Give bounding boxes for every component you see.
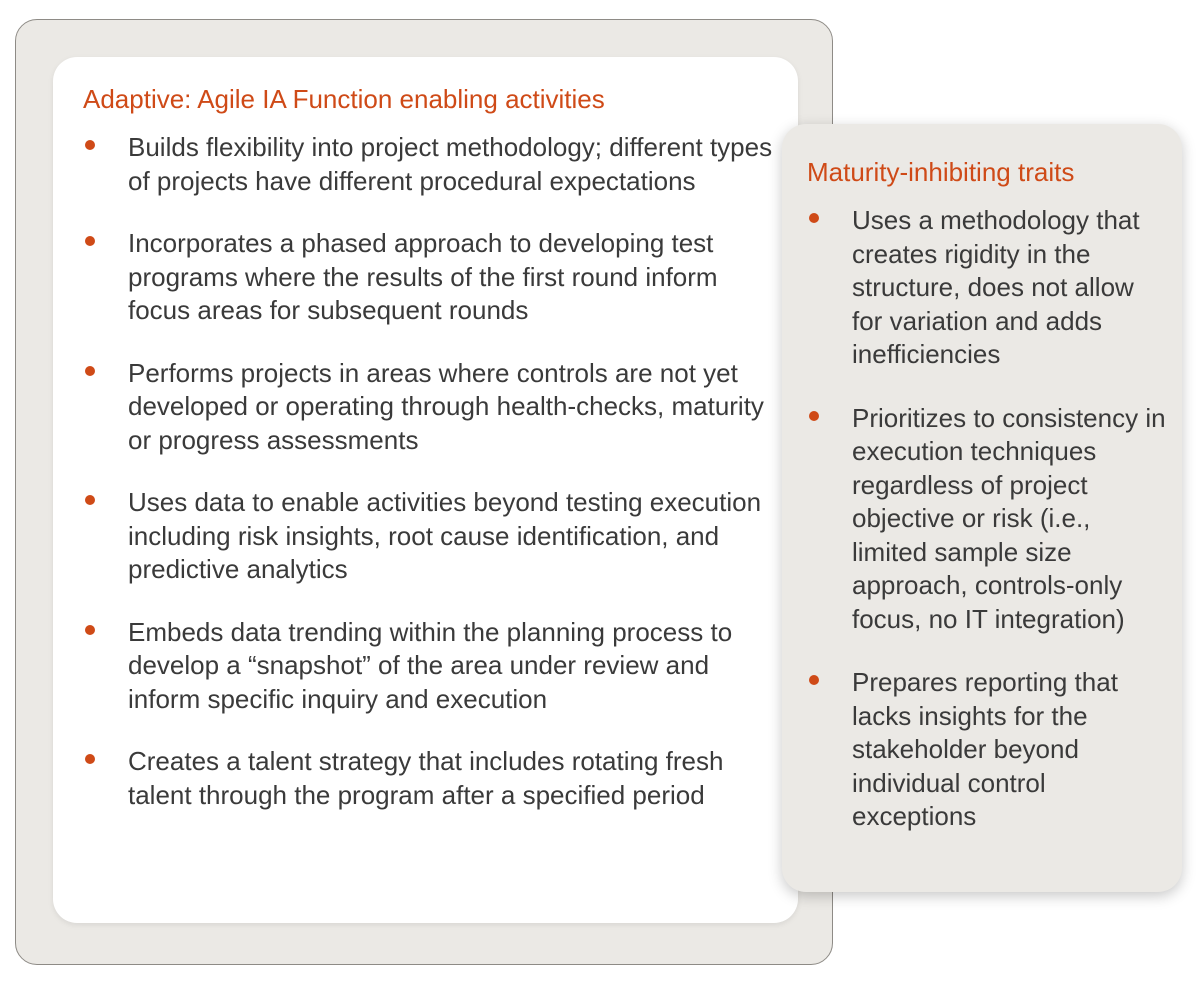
- list-item-text: Incorporates a phased approach to developing test programs where the results of the first round inform focus areas for subsequent rounds: [128, 228, 718, 325]
- list-item-text: Uses data to enable activities beyond testing execution including risk insights, root cause identification, and predictive analytics: [128, 487, 762, 584]
- bullet-dot-icon: [85, 495, 95, 505]
- bullet-dot-icon: [809, 675, 819, 685]
- list-item-text: Performs projects in areas where controls are not yet developed or operating through health-checks, maturity or progress assessments: [128, 357, 764, 455]
- list-item: [83, 357, 773, 458]
- list-item: [83, 131, 773, 198]
- maturity-inhibiting-title: Maturity-inhibiting traits: [807, 157, 1075, 187]
- list-item: [83, 616, 773, 717]
- list-item-text: Creates a talent strategy that includes rotating fresh talent through the program after a specified period: [128, 746, 724, 810]
- list-item: [807, 666, 1167, 834]
- bullet-dot-icon: [85, 236, 95, 246]
- list-item: [83, 745, 773, 812]
- maturity-inhibiting-list: [807, 204, 1167, 864]
- list-item-text: Uses a methodology that creates rigidity in the structure, does not allow for variation and adds inefficiencies: [852, 205, 1140, 369]
- list-item: [83, 486, 773, 587]
- enabling-activities-title: Adaptive: Agile IA Function enabling activities: [83, 84, 605, 114]
- list-item-text: Embeds data trending within the planning process to develop a “snapshot” of the area under review and inform specific inquiry and execution: [128, 616, 733, 714]
- list-item: [807, 402, 1167, 637]
- list-item-text: Builds flexibility into project methodology; different types of projects have different procedural expectations: [128, 132, 773, 196]
- bullet-dot-icon: [85, 366, 95, 376]
- list-item-text: Prepares reporting that lacks insights for the stakeholder beyond individual control exceptions: [852, 667, 1118, 831]
- list-item: [807, 204, 1167, 372]
- bullet-dot-icon: [85, 625, 95, 635]
- bullet-dot-icon: [85, 754, 95, 764]
- bullet-dot-icon: [809, 213, 819, 223]
- enabling-activities-list: [83, 131, 773, 841]
- bullet-dot-icon: [85, 140, 95, 150]
- list-item: [83, 227, 773, 328]
- bullet-dot-icon: [809, 411, 819, 421]
- list-item-text: Prioritizes to consistency in execution techniques regardless of project objective or risk (i.e., limited sample size approach, controls-only focus, no IT integration): [852, 402, 1166, 634]
